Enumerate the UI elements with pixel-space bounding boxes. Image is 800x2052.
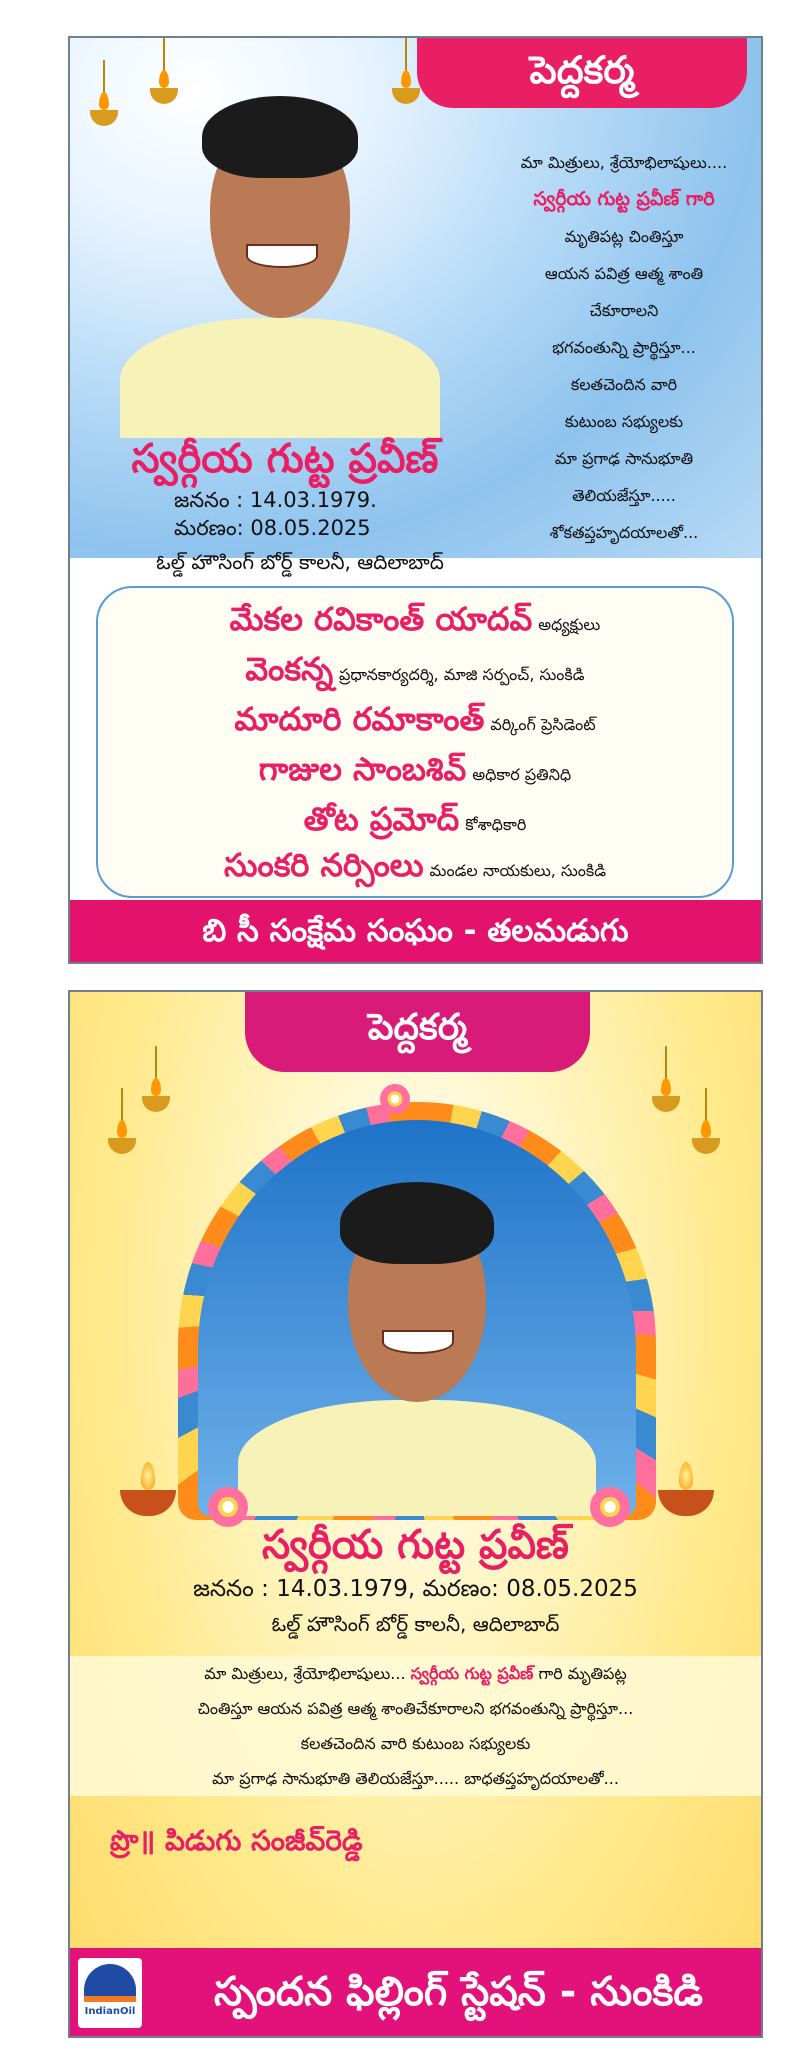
oil-lamp-icon [692, 1088, 720, 1178]
condolence-message [70, 1656, 761, 1796]
flower-icon [590, 1487, 630, 1527]
member-role: మండల నాయకులు, సుంకిడి [429, 861, 607, 880]
ad1-title: పెద్దకర్మ [417, 38, 747, 108]
condolence-message [490, 144, 758, 551]
message-line: భగవంతున్ని ప్రార్థిస్తూ... [552, 338, 696, 357]
member-name: మాదూరి రమాకాంత్ [234, 700, 485, 738]
member-role: అధ్యక్షులు [538, 615, 601, 634]
message-line: తెలియజేస్తూ..... [572, 486, 676, 505]
sponsor-banner [70, 1948, 761, 2036]
diya-icon [120, 1462, 176, 1522]
message-line: కుటుంబ సభ్యులకు [564, 412, 684, 431]
deceased-name: స్వర్గీయ గుట్ట ప్రవీణ్ [262, 1522, 569, 1568]
member-row [98, 750, 732, 796]
message-line: మా మిత్రులు, శ్రేయోభిలాషులు.... [520, 153, 728, 172]
flower-icon [380, 1084, 410, 1114]
message-line: మా ప్రగాఢ సానుభూతి తెలియజేస్తూ..... బాధతప్తహృదయాలతో... [212, 1769, 619, 1788]
proprietor-name: ప్రొ॥ పిడుగు సంజీవ్‌రెడ్డి [110, 1824, 363, 1857]
member-role: అధికార ప్రతినిధి [472, 765, 572, 784]
diya-icon [658, 1462, 714, 1522]
address: ఓల్డ్ హౌసింగ్ బోర్డ్ కాలనీ, ఆదిలాబాద్ [156, 550, 444, 574]
portrait-photo [198, 1120, 636, 1516]
oil-lamp-icon [108, 1088, 136, 1178]
member-row [98, 600, 732, 646]
message-line: చేకూరాలని [589, 301, 659, 320]
portrait-photo [110, 58, 450, 438]
deceased-name: స్వర్గీయ గుట్ట ప్రవీణ్ [131, 436, 439, 482]
flower-icon [208, 1487, 248, 1527]
message-line: మా మిత్రులు, శ్రేయోభిలాషులు... స్వర్గీయ గుట్ట ప్రవీణ్ గారి మృతిపట్ల [204, 1664, 627, 1683]
indianoil-logo: IndianOil [78, 1958, 142, 2028]
birth-date: జననం : 14.03.1979. [174, 488, 377, 512]
message-line: కలతచెందిన వారి కుటుంబ సభ్యులకు [300, 1734, 531, 1753]
member-row [98, 650, 732, 696]
oil-lamp-icon [142, 1046, 170, 1136]
members-list [96, 586, 734, 898]
message-line: స్వర్గీయ గుట్ట ప్రవీణ్ గారి [533, 188, 715, 210]
message-line: శోకతప్తహృదయాలతో... [549, 523, 699, 542]
member-name: గాజుల సాంబశివ్ [258, 750, 467, 788]
address: ఓల్డ్ హౌసింగ్ బోర్డ్ కాలనీ, ఆదిలాబాద్ [271, 1612, 560, 1636]
member-name: తోట ప్రమోద్ [303, 800, 460, 838]
member-role: వర్కింగ్ ప్రెసిడెంట్ [490, 715, 596, 734]
message-line: కలతచెందిన వారి [570, 375, 678, 394]
message-line: మృతిపట్ల చింతిస్తూ [564, 227, 684, 246]
message-line: ఆయన పవిత్ర ఆత్మ శాంతి [544, 264, 704, 283]
oil-lamp-icon [652, 1046, 680, 1136]
obituary-ad-1 [68, 36, 763, 964]
sponsor-name: స్పందన ఫిల్లింగ్ స్టేషన్ - సుంకిడి [214, 1969, 703, 2015]
death-date: మరణం: 08.05.2025 [174, 516, 371, 540]
member-row [98, 800, 732, 846]
ad2-title: పెద్దకర్మ [245, 992, 590, 1072]
organization-banner: బి సీ సంక్షేమ సంఘం - తలమడుగు [70, 900, 761, 962]
member-role: ప్రధానకార్యదర్శి, మాజి సర్పంచ్, సుంకిడి [339, 665, 585, 684]
obituary-ad-2 [68, 990, 763, 2038]
member-role: కోశాధికారి [465, 815, 527, 834]
member-row [98, 846, 732, 892]
member-row [98, 700, 732, 746]
message-line: చింతిస్తూ ఆయన పవిత్ర ఆత్మ శాంతిచేకూరాలని భగవంతున్ని ప్రార్థిస్తూ... [197, 1699, 634, 1718]
member-name: మేకల రవికాంత్ యాదవ్ [229, 600, 533, 638]
life-dates: జననం : 14.03.1979, మరణం: 08.05.2025 [193, 1576, 638, 1602]
member-name: సుంకరి నర్సింలు [223, 846, 424, 884]
message-line: మా ప్రగాఢ సానుభూతి [554, 449, 694, 468]
member-name: వెంకన్న [245, 650, 334, 688]
